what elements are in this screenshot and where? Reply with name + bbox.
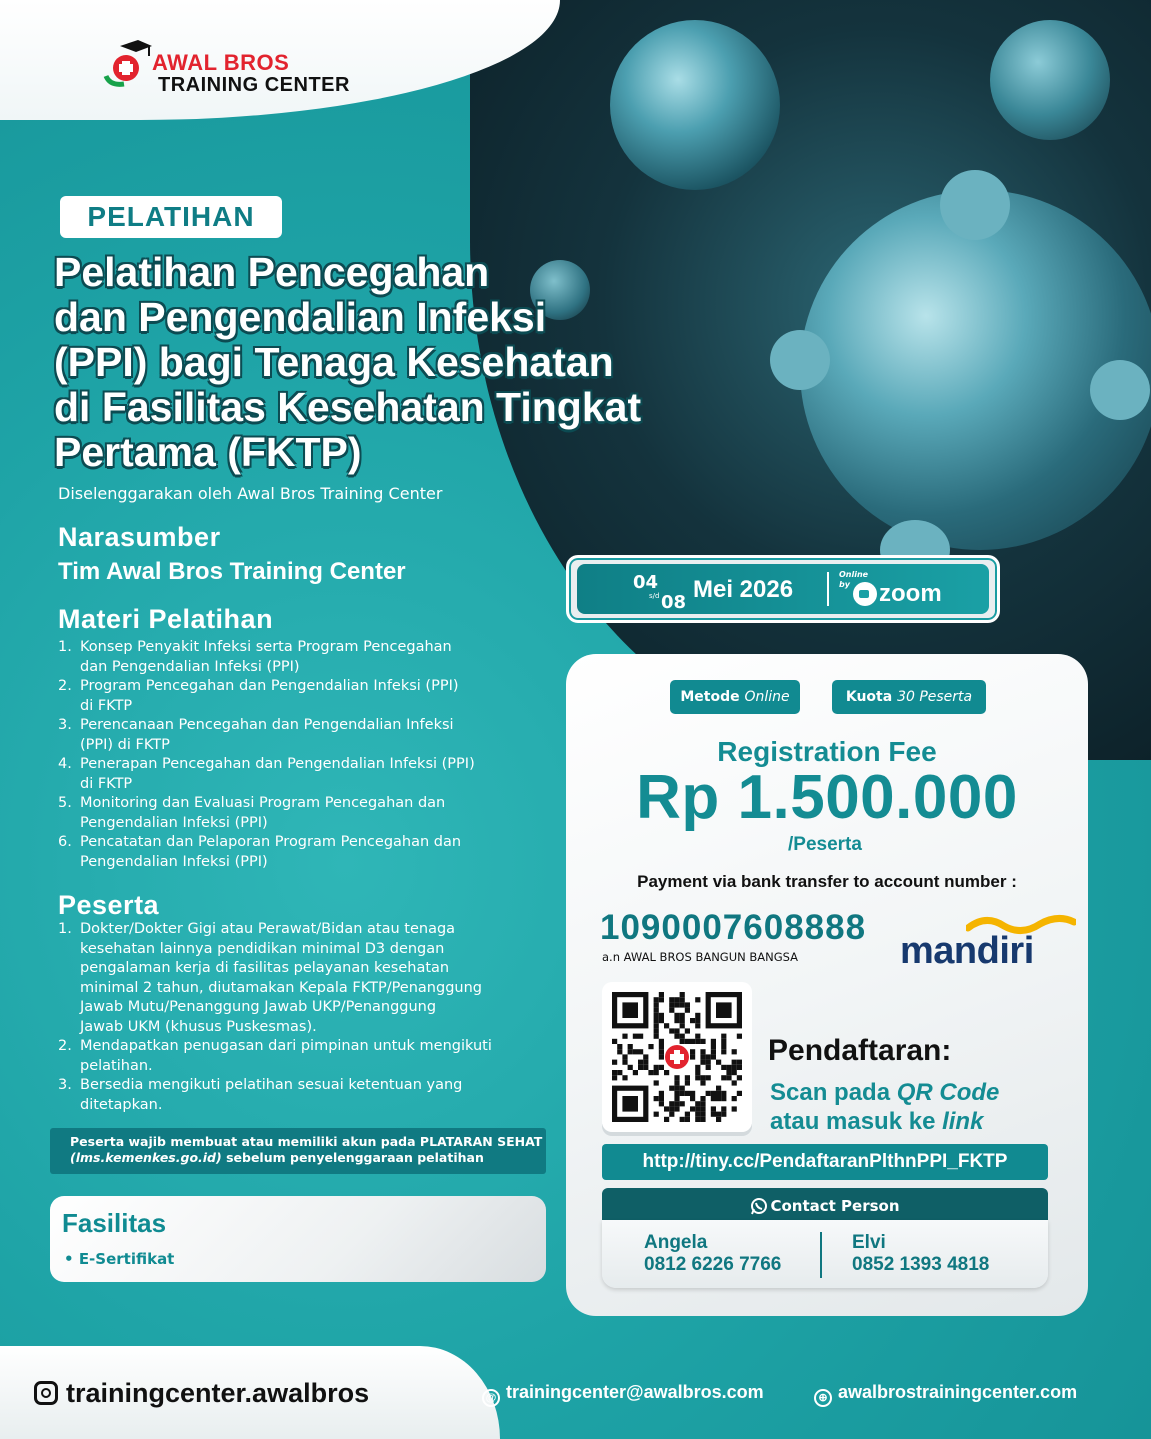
registration-qr-code[interactable] — [602, 982, 752, 1132]
account-notice — [50, 1128, 546, 1174]
date-box — [566, 555, 1000, 623]
website-link[interactable] — [814, 1382, 1077, 1407]
materi-list — [58, 638, 475, 872]
online-text: Online — [839, 570, 869, 579]
brand-name: AWAL BROS — [152, 50, 290, 75]
method-label: Metode — [680, 689, 740, 705]
list-line: Pengendalian Infeksi (PPI) — [80, 814, 268, 831]
contact-heading: Contact Person — [770, 1197, 900, 1215]
date-sd: s/d — [649, 592, 660, 600]
contact-body — [602, 1220, 1048, 1288]
scan-line — [770, 1078, 999, 1107]
divider — [827, 572, 829, 606]
account-holder: a.n AWAL BROS BANGUN BANGSA — [602, 950, 799, 964]
list-number: 3. — [58, 717, 72, 733]
list-line: kesehatan lainnya pendidikan minimal D3 dengan — [80, 940, 445, 957]
peserta-heading: Peserta — [58, 890, 160, 920]
list-line: Penerapan Pencegahan dan Pengendalian Infeksi (PPI) — [80, 756, 475, 772]
list-number: 1. — [58, 639, 72, 655]
virus-spike — [770, 330, 830, 390]
zoom-logo — [853, 580, 947, 608]
website-url: awalbrostrainingcenter.com — [838, 1382, 1078, 1402]
contact-name: Angela — [644, 1232, 708, 1253]
bank-name: mandiri — [900, 930, 1034, 972]
instagram-link[interactable] — [34, 1378, 369, 1409]
date-month-year: Mei 2026 — [693, 576, 794, 603]
virus-particle — [990, 20, 1110, 140]
whatsapp-icon — [750, 1197, 768, 1215]
scan-line — [770, 1107, 999, 1136]
registration-link[interactable]: http://tiny.cc/PendaftaranPlthnPPI_FKTP — [602, 1144, 1048, 1180]
list-number: 1. — [58, 921, 72, 937]
list-line: Pengendalian Infeksi (PPI) — [80, 853, 268, 870]
list-item — [58, 794, 475, 833]
brand-logo — [100, 28, 360, 98]
list-number: 5. — [58, 795, 72, 811]
by-text: by — [839, 580, 850, 589]
list-item — [58, 716, 475, 755]
list-line: Pencatatan dan Pelaporan Program Pencegahan dan — [80, 834, 462, 850]
fasilitas-item-label: E-Sertifikat — [78, 1250, 175, 1268]
email-address: trainingcenter@awalbros.com — [506, 1382, 764, 1402]
list-item — [58, 677, 475, 716]
title-line: di Fasilitas Kesehatan Tingkat — [54, 384, 642, 430]
list-number: 6. — [58, 834, 72, 850]
list-line: Konsep Penyakit Infeksi serta Program Pencegahan — [80, 639, 452, 655]
list-line: Dokter/Dokter Gigi atau Perawat/Bidan atau tenaga — [80, 921, 456, 937]
peserta-list — [58, 920, 492, 1115]
zoom-wordmark: zoom — [879, 580, 942, 607]
method-chip — [670, 680, 800, 714]
quota-value: 30 Peserta — [897, 689, 973, 705]
list-line: di FKTP — [80, 697, 133, 714]
scan-text: atau masuk ke — [770, 1108, 943, 1135]
date-start: 04 — [633, 572, 659, 593]
title-line: (PPI) bagi Tenaga Kesehatan — [54, 339, 614, 385]
scan-link-text: link — [942, 1108, 984, 1135]
list-line: Program Pencegahan dan Pengendalian Infeksi (PPI) — [80, 678, 459, 694]
register-heading: Pendaftaran: — [768, 1034, 952, 1067]
zoom-icon — [853, 582, 877, 606]
page-title — [54, 250, 754, 475]
list-line: dan Pengendalian Infeksi (PPI) — [80, 658, 300, 675]
notice-lms-url: (lms.kemenkes.go.id) — [70, 1150, 222, 1165]
list-line: minimal 2 tahun, diutamakan Kepala FKTP/Penanggung — [80, 979, 482, 996]
brand-subname: TRAINING CENTER — [158, 74, 350, 96]
contact-phone[interactable]: 0812 6226 7766 — [644, 1254, 782, 1275]
logo-cross-icon — [100, 38, 152, 90]
organizer-text: Diselenggarakan oleh Awal Bros Training Center — [58, 484, 443, 503]
list-line: ditetapkan. — [80, 1096, 163, 1113]
fee-unit: /Peserta — [788, 834, 862, 855]
category-badge: PELATIHAN — [60, 196, 282, 238]
list-number: 2. — [58, 1038, 72, 1054]
scan-qr-text: QR Code — [896, 1079, 1000, 1106]
contact-phone[interactable]: 0852 1393 4818 — [852, 1254, 990, 1275]
list-number: 3. — [58, 1077, 72, 1093]
list-line: Jawab Mutu/Penanggung Jawab UKP/Penanggung — [80, 999, 437, 1015]
list-number: 2. — [58, 678, 72, 694]
instagram-handle: trainingcenter.awalbros — [66, 1378, 370, 1408]
virus-particle — [610, 20, 780, 190]
list-item — [58, 755, 475, 794]
list-line: (PPI) di FKTP — [80, 736, 170, 753]
scan-text: Scan pada — [770, 1079, 897, 1106]
materi-heading: Materi Pelatihan — [58, 604, 274, 634]
fasilitas-item: • E-Sertifikat — [64, 1250, 175, 1268]
narasumber-value: Tim Awal Bros Training Center — [58, 558, 406, 585]
registration-card — [566, 654, 1088, 1316]
quota-chip — [832, 680, 986, 714]
contact-header — [602, 1188, 1048, 1224]
notice-rest: sebelum penyelenggaraan pelatihan — [221, 1150, 484, 1165]
list-item — [58, 920, 492, 1037]
list-item — [58, 1076, 492, 1115]
list-line: Mendapatkan penugasan dari pimpinan untuk mengikuti — [80, 1038, 492, 1054]
fee-label: Registration Fee — [717, 736, 937, 767]
list-number: 4. — [58, 756, 72, 772]
payment-instructions: Payment via bank transfer to account number : — [637, 872, 1017, 891]
date-banner — [577, 564, 989, 614]
title-line: dan Pengendalian Infeksi — [54, 294, 547, 340]
list-item — [58, 1037, 492, 1076]
bank-logo — [900, 908, 1076, 974]
fee-amount: Rp 1.500.000 — [636, 763, 1018, 832]
contact-name: Elvi — [852, 1232, 886, 1253]
list-line: Jawab UKM (khusus Puskesmas). — [80, 1018, 317, 1035]
virus-spike — [1090, 360, 1150, 420]
instagram-icon — [34, 1381, 58, 1405]
fasilitas-heading: Fasilitas — [62, 1208, 167, 1238]
list-line: di FKTP — [80, 775, 133, 792]
method-value: Online — [744, 689, 790, 705]
list-line: pengalaman kerja di fasilitas pelayanan kesehatan — [80, 960, 450, 976]
fasilitas-panel — [50, 1196, 546, 1282]
list-item — [58, 833, 475, 872]
date-end: 08 — [661, 592, 687, 613]
divider — [820, 1232, 822, 1278]
title-line: Pelatihan Pencegahan — [54, 249, 490, 295]
list-item — [58, 638, 475, 677]
email-link[interactable] — [482, 1382, 764, 1407]
globe-icon: ⊕ — [814, 1389, 832, 1407]
narasumber-heading: Narasumber — [58, 522, 221, 552]
virus-spike — [940, 170, 1010, 240]
quota-label: Kuota — [845, 689, 893, 705]
title-line: Pertama (FKTP) — [54, 429, 362, 475]
notice-line: Peserta wajib membuat atau memiliki akun pada PLATARAN SEHAT — [70, 1134, 543, 1149]
email-icon: @ — [482, 1389, 500, 1407]
list-line: Bersedia mengikuti pelatihan sesuai ketentuan yang — [80, 1077, 463, 1093]
qr-code-icon — [602, 982, 752, 1132]
account-number: 1090007608888 — [600, 908, 867, 947]
list-line: Perencanaan Pencegahan dan Pengendalian Infeksi — [80, 717, 454, 733]
list-line: pelatihan. — [80, 1057, 153, 1074]
scan-instruction — [770, 1078, 999, 1136]
list-line: Monitoring dan Evaluasi Program Pencegahan dan — [80, 795, 446, 811]
notice-line — [70, 1150, 546, 1166]
